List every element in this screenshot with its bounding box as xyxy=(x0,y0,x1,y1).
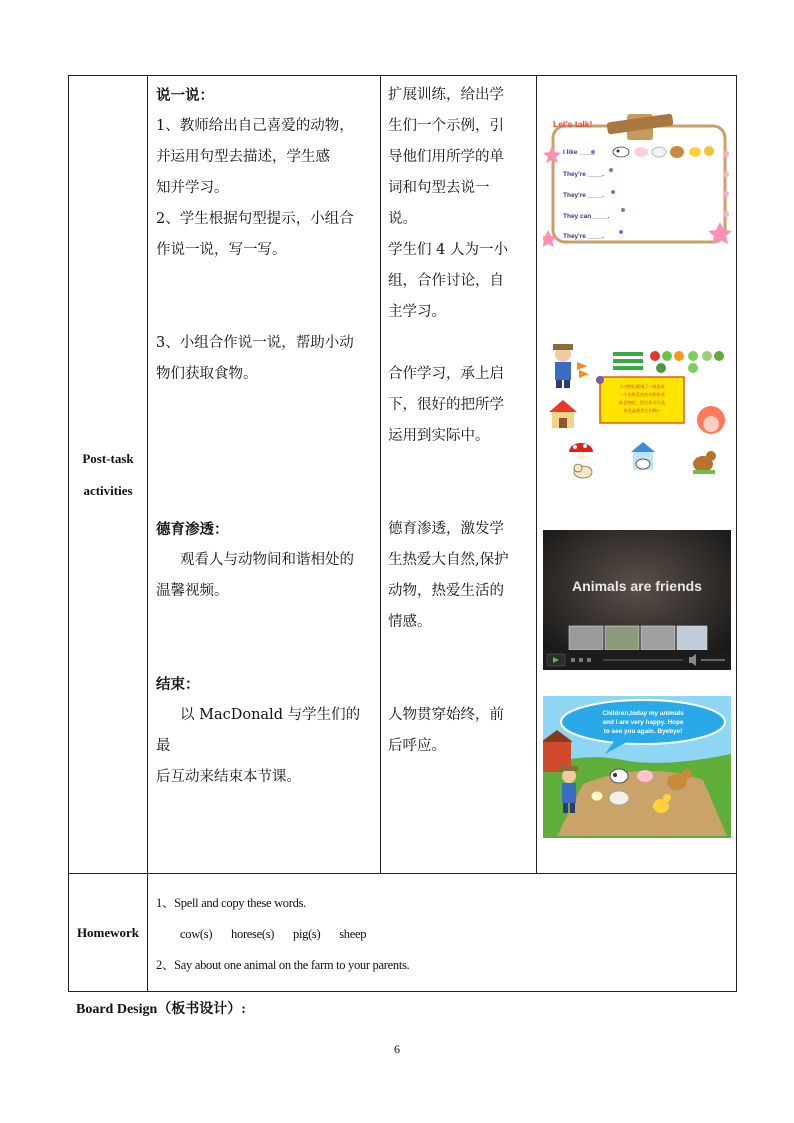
slide-talk-line: I like ____ xyxy=(563,149,594,156)
homework-row xyxy=(69,874,737,992)
stage-label-line-1: Post-task xyxy=(82,450,134,466)
say-heading: 说一说： xyxy=(156,87,214,104)
slide-talk-title: Let's talk! xyxy=(553,119,593,129)
slide-farewell-bubble-line: to see you again. Byebye! xyxy=(603,728,683,735)
slide-talk-line: They're ____. xyxy=(563,233,604,240)
purpose-1-line-5: 说。 xyxy=(388,211,417,227)
purpose-cell xyxy=(381,76,537,874)
purpose-2-line-3: 运用到实际中。 xyxy=(388,428,490,444)
homework-word: cow(s) xyxy=(180,927,213,941)
activities-cell xyxy=(148,76,381,874)
slide-talk-line: They're ____. xyxy=(563,171,604,178)
purpose-3-line-4: 情感。 xyxy=(388,614,432,630)
step-1 xyxy=(156,111,374,204)
step-3-line-1: 3、小组合作说一说，帮助小动 xyxy=(156,335,354,351)
purpose-3-line-1: 德育渗透，激发学 xyxy=(388,521,504,537)
step-2-line-2: 作说一说，写一写。 xyxy=(156,242,287,258)
homework-word: sheep xyxy=(339,927,367,941)
slide-feed-bubble-line: 取食物吧，然后你可以选 xyxy=(618,400,666,405)
homework-item-1: 1、Spell and copy these words. xyxy=(156,896,306,910)
step-1-line-2: 并运用句型去描述，学生感 xyxy=(156,149,330,165)
slide-feed-bubble-line: 一个你所喜欢的动物来获 xyxy=(618,392,666,397)
purpose-2-line-1: 合作学习，承上启 xyxy=(388,366,504,382)
slide-feed-animals xyxy=(543,340,731,482)
step-2-line-1: 2、学生根据句型提示，小组合 xyxy=(156,211,354,227)
moral-text-line-2: 温馨视频。 xyxy=(156,583,229,599)
page-number: 6 xyxy=(394,1042,400,1056)
stage-cell xyxy=(69,76,148,874)
slide-farewell-bubble-line: Children,today my animals xyxy=(602,710,684,717)
homework-word: horese(s) xyxy=(231,927,275,941)
purpose-1-line-1: 扩展训练，给出学 xyxy=(388,87,504,103)
pig-house-icon xyxy=(697,406,725,434)
ending-text-line-2: 后互动来结束本节课。 xyxy=(156,769,301,785)
homework-item-2: 2、Say about one animal on the farm to your parents. xyxy=(156,958,410,972)
slide-farewell xyxy=(543,696,731,838)
step-3-line-2: 物们获取食物。 xyxy=(156,366,258,382)
moral-text-line-1: 观看人与动物间和谐相处的 xyxy=(180,552,354,568)
slide-feed-bubble-line: 择食品喂养它们哦~ xyxy=(623,408,661,413)
stage-label-line-2: activities xyxy=(83,482,133,498)
step-1-line-3: 知并学习。 xyxy=(156,180,229,196)
slide-lets-talk xyxy=(543,112,731,254)
purpose-3-line-2: 生热爱大自然,保护 xyxy=(388,552,509,568)
slide-video xyxy=(543,530,731,670)
board-design-heading: Board Design（板书设计）: xyxy=(76,1002,246,1017)
homework-label: Homework xyxy=(76,924,140,940)
purpose-1-line-4: 词和句型去说一 xyxy=(388,180,490,196)
slide-talk-line: They're ____. xyxy=(563,192,604,199)
moral-heading: 德育渗透： xyxy=(156,521,229,538)
step-1-line-1: 1、教师给出自己喜爱的动物， xyxy=(156,118,354,134)
slide-farewell-bubble-line: and I are very happy. Hope xyxy=(602,719,684,726)
ending-heading: 结束： xyxy=(156,676,200,693)
slide-feed-bubble-line: 小动物们都饿了~请选择 xyxy=(619,384,665,389)
purpose-4-line-2: 后呼应。 xyxy=(388,738,446,754)
purpose-1-line-3: 导他们用所学的单 xyxy=(388,149,504,165)
ending-text-line-1: 以 MacDonald 与学生们的最 xyxy=(156,707,361,754)
purpose-1-line-6: 学生们 4 人为一小 xyxy=(388,242,508,258)
purpose-1-line-7: 组，合作讨论，自 xyxy=(388,273,504,289)
homework-content-cell xyxy=(148,874,737,992)
purpose-2-line-2: 下，很好的把所学 xyxy=(388,397,504,413)
homework-words xyxy=(156,919,736,950)
homework-label-cell xyxy=(69,874,148,992)
video-thumbnails xyxy=(569,626,707,650)
purpose-3-line-3: 动物，热爱生活的 xyxy=(388,583,504,599)
step-2 xyxy=(156,204,374,266)
step-3 xyxy=(156,328,374,390)
slide-video-title: Animals are friends xyxy=(572,578,702,594)
purpose-4-line-1: 人物贯穿始终，前 xyxy=(388,707,504,723)
purpose-1-line-8: 主学习。 xyxy=(388,304,446,320)
slide-talk-line: They can ____. xyxy=(563,213,610,220)
purpose-1-line-2: 生们一个示例，引 xyxy=(388,118,504,134)
homework-word: pig(s) xyxy=(293,927,321,941)
